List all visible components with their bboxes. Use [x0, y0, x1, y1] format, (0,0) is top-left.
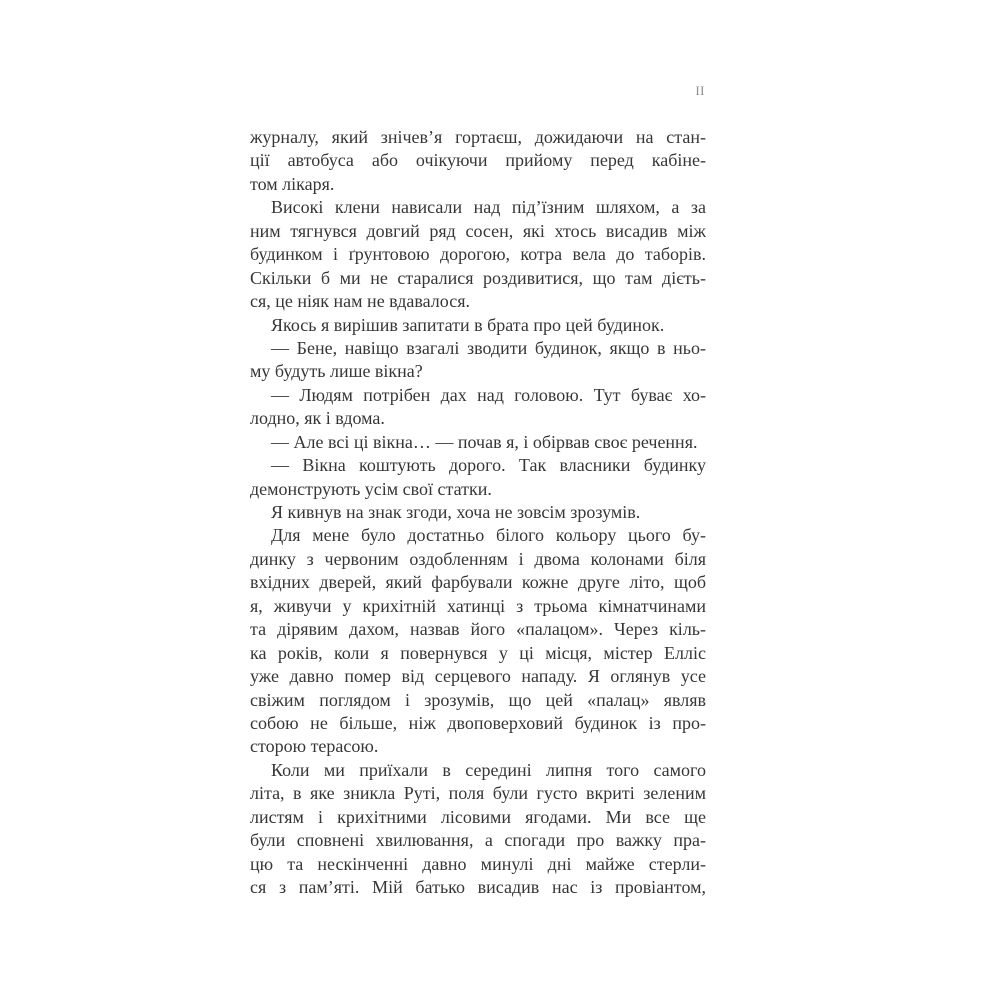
text-line: лодно, як і вдома.	[250, 408, 385, 429]
text-line: листям і крихітними лісовими ягодами. Ми все ще	[250, 806, 706, 827]
text-line: ка років, коли я повернувся у ці місця, містер Елліс	[250, 642, 706, 663]
text-line: Скільки б ми не старалися роздивитися, що там дієть-	[250, 267, 706, 288]
text-line: уже давно помер від серцевого нападу. Я оглянув усе	[250, 666, 706, 687]
page-text	[250, 126, 706, 899]
text-line: том лікаря.	[250, 173, 335, 194]
text-line: були сповнені хвилювання, а спогади про важку пра-	[250, 830, 706, 851]
text-line: будинком і ґрунтовою дорогою, котра вела до таборів.	[250, 244, 706, 265]
text-line: вхідних дверей, який фарбували кожне друге літо, щоб	[250, 572, 706, 593]
text-line: Коли ми приїхали в середині липня того самого	[271, 759, 706, 780]
chapter-number: II	[695, 83, 705, 98]
text-line: Я кивнув на знак згоди, хоча не зовсім зрозумів.	[271, 502, 641, 522]
text-line: му будуть лише вікна?	[250, 361, 423, 382]
text-line: ся, це ніяк нам не вдавалося.	[250, 291, 470, 312]
text-line: собою не більше, ніж двоповерховий будинок із про-	[250, 712, 706, 733]
text-line: — Бене, навіщо взагалі зводити будинок, якщо в ньо-	[271, 337, 706, 358]
text-line: Високі клени нависали над під’їзним шляхом, а за	[271, 197, 706, 218]
text-line: я, живучи у крихітній хатинці з трьома кімнатчинами	[250, 595, 706, 616]
text-line: ся з пам’яті. Мій батько висадив нас із провіантом,	[250, 877, 706, 897]
text-line: Якось я вирішив запитати в брата про цей будинок.	[271, 314, 665, 335]
text-line: та дірявим дахом, назвав його «палацом». Через кіль-	[250, 619, 706, 640]
text-line: літа, в яке зникла Руті, поля були густо вкриті зеленим	[250, 783, 706, 804]
text-line: ним тягнувся довгий ряд сосен, які хтось висадив між	[250, 220, 706, 241]
text-line: — Але всі ці вікна… — почав я, і обірвав своє речення.	[271, 431, 698, 452]
text-line: — Вікна коштують дорого. Так власники будинку	[271, 455, 706, 476]
text-line: динку з червоним оздобленням і двома колонами біля	[250, 548, 706, 569]
text-line: журналу, який знічев’я гортаєш, дожидаючи на стан-	[250, 127, 706, 147]
text-line: Для мене було достатньо білого кольору цього бу-	[271, 525, 706, 546]
text-line: ції автобуса або очікуючи прийому перед кабіне-	[250, 150, 706, 171]
text-line: — Людям потрібен дах над головою. Тут буває хо-	[271, 384, 706, 405]
text-line: свіжим поглядом і зрозумів, що цей «палац» являв	[250, 689, 706, 710]
book-page	[250, 0, 706, 1000]
text-line: демонструють усім свої статки.	[250, 478, 492, 499]
text-line: сторою терасою.	[250, 736, 379, 757]
text-line: цю та нескінченні давно минулі дні майже стерли-	[250, 853, 706, 874]
